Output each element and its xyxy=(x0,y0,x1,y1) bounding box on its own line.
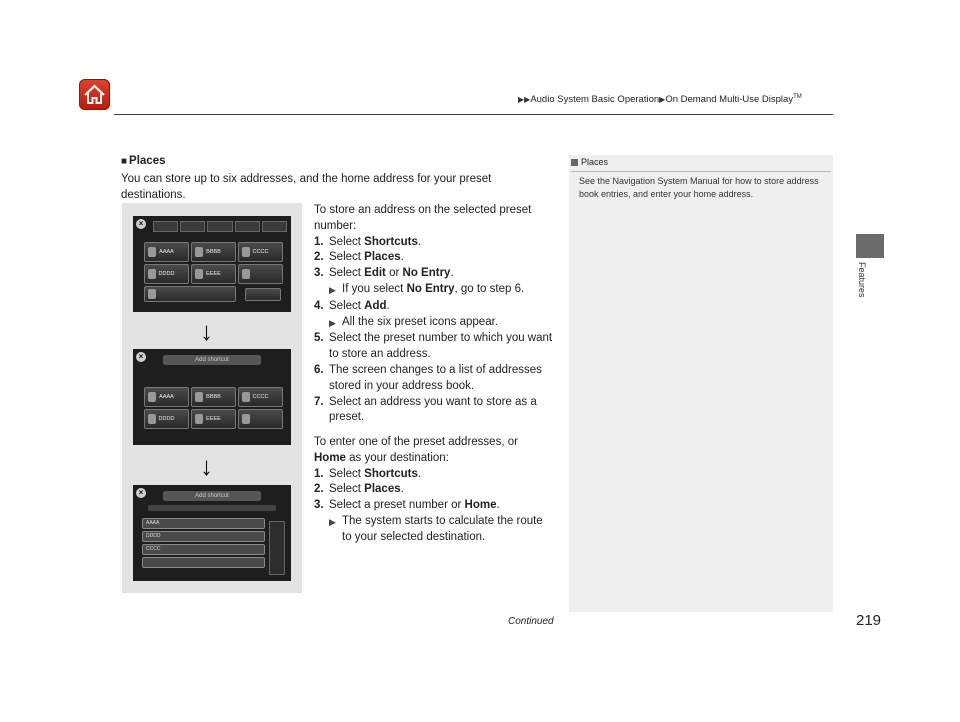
step-item: 7. Select an address you want to store as a preset. xyxy=(314,395,537,424)
close-icon: × xyxy=(136,488,146,498)
store-instructions xyxy=(314,203,554,426)
side-note xyxy=(569,155,833,612)
preset-tile: BBBB xyxy=(191,387,236,407)
preset-tile: CCCC xyxy=(238,387,283,407)
home-tile xyxy=(144,286,236,302)
home-button[interactable] xyxy=(79,79,110,110)
chapter-tab[interactable] xyxy=(856,234,884,258)
screen-address-list xyxy=(133,485,291,581)
screen-subtitle-bar xyxy=(148,505,276,511)
arrow-right-icon: ▶ xyxy=(329,317,336,328)
breadcrumb-arrow-icon: ▶▶ xyxy=(518,95,531,105)
preset-tile: AAAA xyxy=(144,387,189,407)
preset-tile: BBBB xyxy=(191,242,236,262)
step-item: 2. Select Places. xyxy=(314,483,404,496)
intro-text: You can store up to six addresses, and the home address for your preset destinations. xyxy=(121,173,492,201)
square-bullet-icon: ■ xyxy=(121,156,128,167)
step-subitem: ▶ The system starts to calculate the route to your selected destination. xyxy=(314,514,554,546)
preset-tile: EEEE xyxy=(191,409,236,429)
step-item: 4. Select Add. xyxy=(314,299,390,312)
step-item: 6. The screen changes to a list of addresses stored in your address book. xyxy=(314,363,542,392)
step-subitem: ▶ All the six preset icons appear. xyxy=(314,315,554,332)
preset-tile xyxy=(238,264,283,284)
section-heading xyxy=(121,155,166,167)
preset-tile: DDDD xyxy=(144,409,189,429)
screen-title: Add shortcut xyxy=(163,355,261,365)
down-arrow-icon: ↓ xyxy=(200,316,213,346)
preset-tile: DDDD xyxy=(144,264,189,284)
arrow-right-icon: ▶ xyxy=(329,516,336,527)
breadcrumb xyxy=(518,94,802,105)
chapter-tab-label: Features xyxy=(857,262,867,298)
breadcrumb-item[interactable]: Audio System Basic Operation xyxy=(530,94,660,106)
step-item: 1. Select Shortcuts. xyxy=(314,235,422,248)
continued-label: Continued xyxy=(508,616,554,627)
address-row: AAAA xyxy=(142,518,265,529)
down-arrow-icon: ↓ xyxy=(200,451,213,481)
step-item: 1. Select Shortcuts. xyxy=(314,467,422,480)
close-icon: × xyxy=(136,352,146,362)
page-number: 219 xyxy=(856,612,882,629)
address-row: CCCC xyxy=(142,544,265,555)
enter-lead: To enter one of the preset addresses, or Home as your destination: xyxy=(314,436,518,464)
step-item: 2. Select Places. xyxy=(314,251,404,264)
close-icon: × xyxy=(136,219,146,229)
enter-instructions xyxy=(314,435,554,546)
screen-add-shortcut xyxy=(133,349,291,445)
arrow-right-icon: ▶ xyxy=(329,284,336,295)
preset-tile: EEEE xyxy=(191,264,236,284)
screen-tab-bar xyxy=(153,221,287,232)
address-row xyxy=(142,557,265,568)
side-note-body: See the Navigation System Manual for how to store address book entries, and enter your home address. xyxy=(579,176,819,199)
address-row: DDDD xyxy=(142,531,265,542)
header-divider xyxy=(114,114,833,115)
step-item: 3. Select a preset number or Home. xyxy=(314,499,500,512)
store-lead: To store an address on the selected preset number: xyxy=(314,204,532,232)
side-note-divider xyxy=(571,171,831,172)
scrollbar xyxy=(269,521,285,575)
home-icon xyxy=(79,79,110,110)
section-heading-text: Places xyxy=(129,155,166,167)
step-item: 5. Select the preset number to which you want to store an address. xyxy=(314,332,553,361)
breadcrumb-item[interactable]: On Demand Multi-Use Display xyxy=(665,94,794,106)
screenshot-panel xyxy=(122,203,302,593)
screen-title: Add shortcut xyxy=(163,491,261,501)
side-note-title: Places xyxy=(569,155,833,169)
preset-tile: AAAA xyxy=(144,242,189,262)
edit-tile xyxy=(245,288,281,301)
note-marker-icon xyxy=(571,159,578,166)
step-item: 3. Select Edit or No Entry. xyxy=(314,267,454,280)
screen-places-menu xyxy=(133,216,291,312)
preset-tile: CCCC xyxy=(238,242,283,262)
preset-tile xyxy=(238,409,283,429)
step-subitem: ▶ If you select No Entry, go to step 6. xyxy=(314,282,554,299)
trademark-mark: TM xyxy=(793,94,802,100)
breadcrumb-arrow-icon: ▶ xyxy=(659,95,666,105)
